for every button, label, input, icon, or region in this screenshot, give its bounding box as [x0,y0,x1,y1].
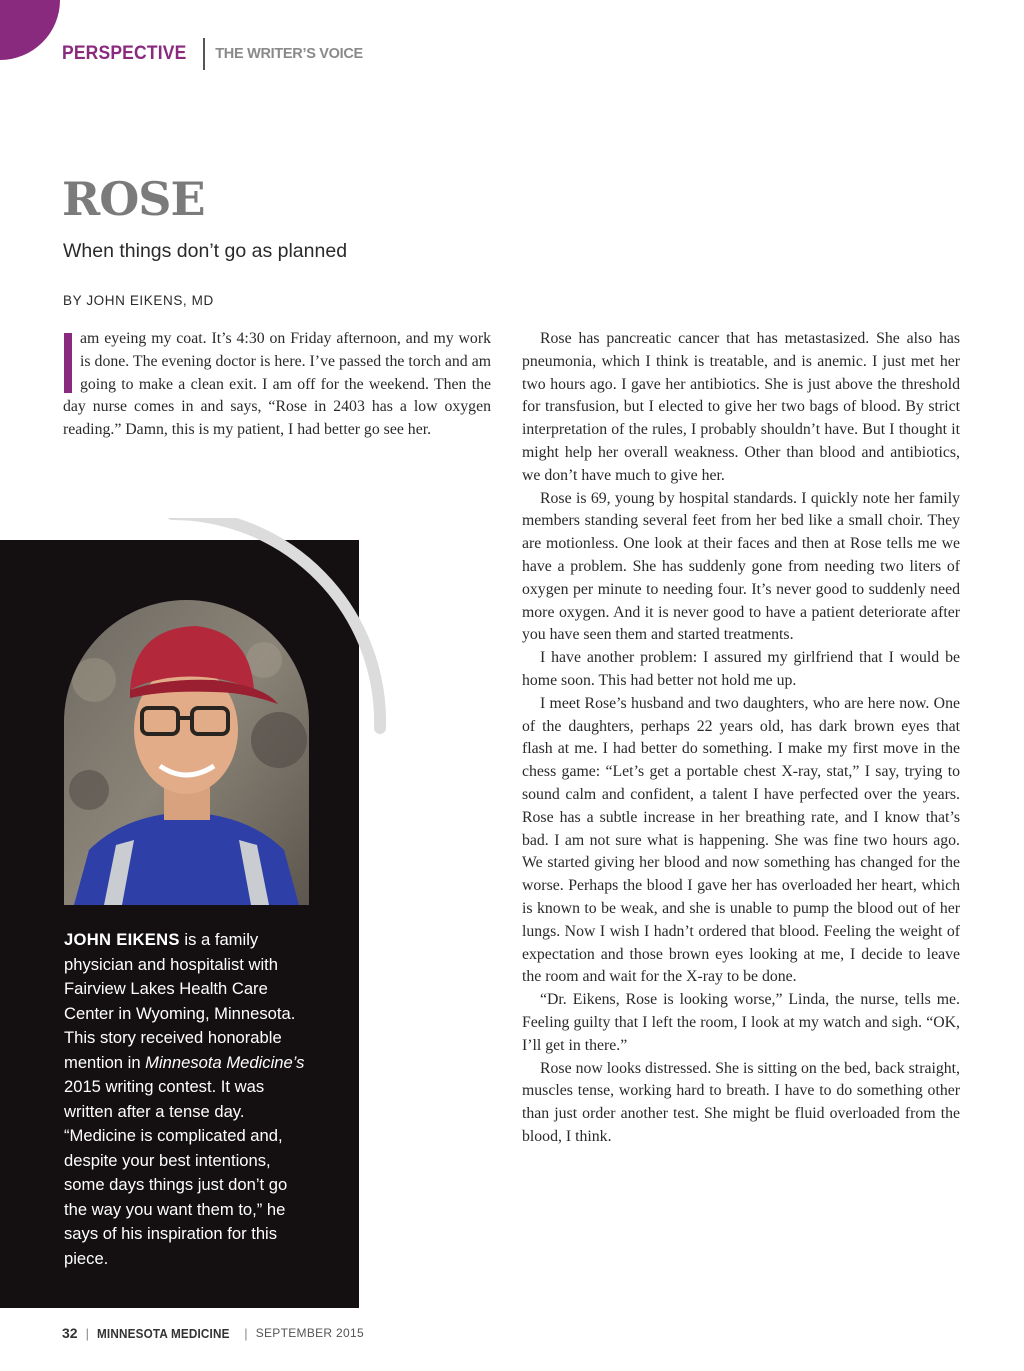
footer-divider: | [85,1325,89,1341]
left-column [63,328,491,442]
magazine-name: MINNESOTA MEDICINE [96,1325,230,1341]
page-number: 32 [62,1325,78,1341]
body-paragraph: Rose is 69, young by hospital standards. I quickly note her family members standing several feet from her bed like a small choir. They are motionless. One look at their faces and then at Rose tells me we have a problem. She has suddenly gone from needing two liters of oxygen per minute to needing four. It’s never good to suddenly need more oxygen. And it is never good to have a patient deteriorate after you have seen them and started treatments. [522,489,960,644]
author-bio [64,928,314,1271]
issue-date: SEPTEMBER 2015 [255,1326,364,1340]
author-name: JOHN EIKENS [64,930,180,949]
intro-text: am eyeing my coat. It’s 4:30 on Friday afternoon, and my work is done. The evening doctor is here. I’ve passed the torch and am going to make a clean exit. I am off for the weekend. Then the day nurse comes in and says, “Rose in 2403 has a low oxygen reading.” Damn, this is my patient, I had better go see her. [63,330,491,439]
body-paragraph: “Dr. Eikens, Rose is looking worse,” Linda, the nurse, tells me. Feeling guilty that I left the room, I look at my watch and sigh. “OK, I’ll get in there.” [522,991,960,1054]
bio-text: is a family physician and hospitalist with Fairview Lakes Health Care Center in Wyoming, Minnesota. This story received honorable mention in [64,930,296,1072]
bio-text: 2015 writing contest. It was written after a tense day. “Medicine is complicated and, despite your best intentions, some days things just don’t go the way you want them to,” he says of his inspiration for this piece. [64,1077,288,1268]
right-column [522,328,960,1149]
body-paragraph: Rose has pancreatic cancer that has metastasized. She also has pneumonia, which I think is treatable, and is anemic. I just met her two hours ago. I gave her antibiotics. She is just above the threshold for transfusion, but I elected to give her two bags of blood. By strict interpretation of the rules, I probably shouldn’t have. But I thought it might help her overall weakness. Other than blood and antibiotics, we don’t have much to give her. [522,330,960,484]
article-subtitle: When things don’t go as planned [63,240,348,262]
section-header [62,38,363,70]
section-label: PERSPECTIVE [62,43,187,64]
corner-accent [0,0,60,60]
dropcap-letter [64,333,72,393]
article-title: ROSE [62,172,205,226]
page-footer [62,1325,364,1341]
footer-divider: | [244,1325,248,1341]
header-divider [203,38,205,70]
body-paragraph: I meet Rose’s husband and two daughters, who are here now. One of the daughters, perhaps 22 years old, has dark brown eyes that flash at me. I had better do something. I make my first move in the chess game: “Let’s get a portable chest X-ray, stat,” I say, trying to sound calm and confident, a talent I have perfected over the years. Rose has a subtle increase in her breathing rate, and I know that’s bad. I am not sure what is happening. She was fine two hours ago. We started giving her blood and now something has changed for the worse. Perhaps the blood I gave her has overloaded her heart, which is known to be weak, and she is unable to pump the blood out of her lungs. Now I wish I hadn’t ordered that blood. Feeling the weight of expectation and those brown eyes looking at me, I decide to leave the room and wait for the X-ray to be done. [522,694,960,986]
publication-name: Minnesota Medicine’s [145,1052,305,1072]
author-portrait [64,600,309,905]
byline: BY JOHN EIKENS, MD [63,293,214,308]
intro-paragraph [63,328,491,442]
body-paragraph: Rose now looks distressed. She is sitting on the bed, back straight, muscles tense, working hard to breath. I have to do something other than just order another test. She might be fluid overloaded from the blood, I think. [522,1059,960,1145]
body-paragraph: I have another problem: I assured my girlfriend that I would be home soon. This had better not hold me up. [522,649,960,689]
column-label: THE WRITER’S VOICE [215,46,363,62]
